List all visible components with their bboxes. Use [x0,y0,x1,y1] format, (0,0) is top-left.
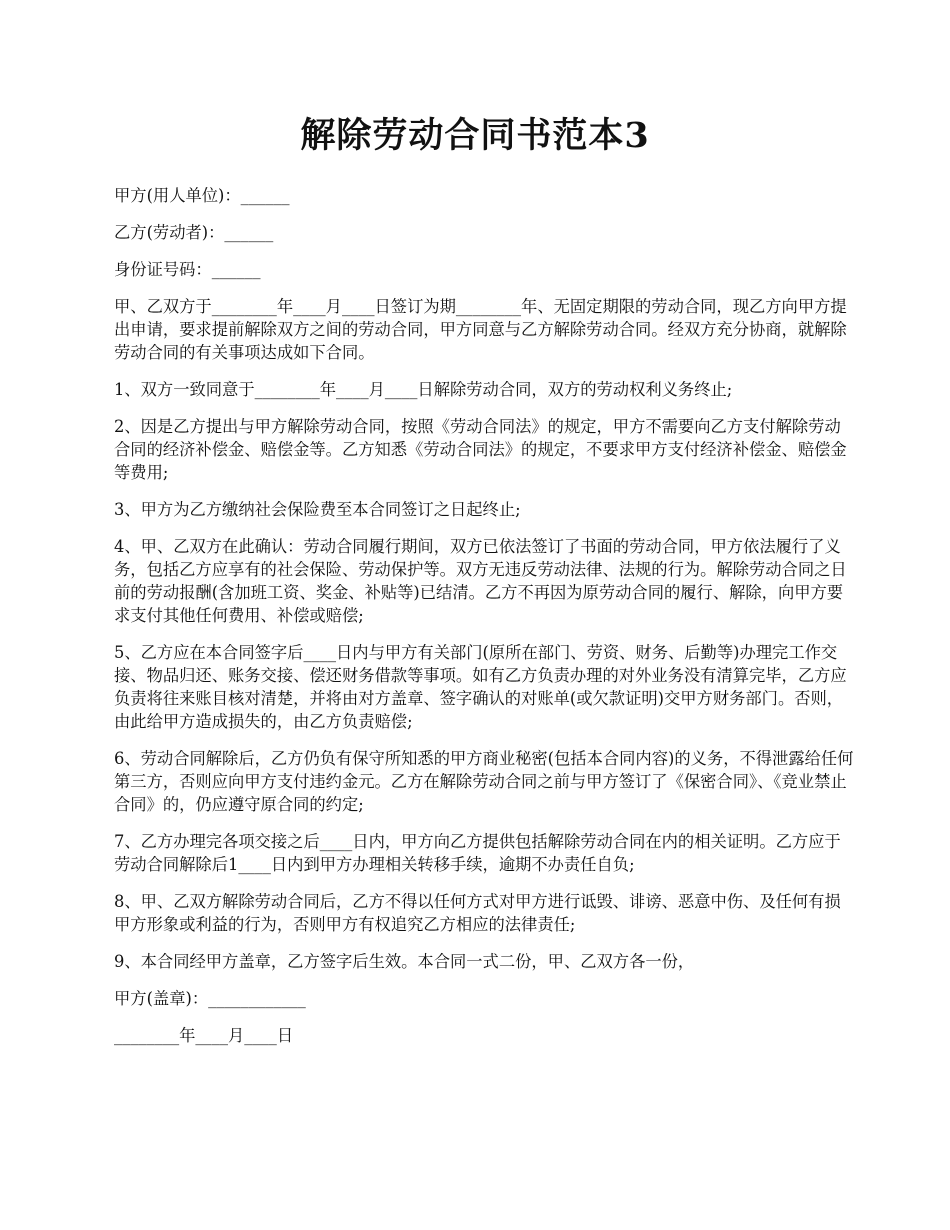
clause-1: 1、双方一致同意于________年____月____日解除劳动合同，双方的劳动权利义务终止; [114,380,733,399]
clause-6: 6、劳动合同解除后，乙方仍负有保守所知悉的甲方商业秘密(包括本合同内容)的义务，不得泄露给任何第三方，否则应向甲方支付违约金元。乙方在解除劳动合同之前与甲方签订了《保密合同》、《竞业禁止合同》的，仍应遵守原合同的约定; [114,749,854,814]
clause-2: 2、因是乙方提出与甲方解除劳动合同，按照《劳动合同法》的规定，甲方不需要向乙方支付解除劳动合同的经济补偿金、赔偿金等。乙方知悉《劳动合同法》的规定，不要求甲方支付经济补偿金、赔偿金等费用; [114,417,847,482]
clause-5: 5、乙方应在本合同签字后____日内与甲方有关部门(原所在部门、劳资、财务、后勤等)办理完工作交接、物品归还、账务交接、偿还财务借款等事项。如有乙方负责办理的对外业务没有清算完毕，乙方应负责将往来账目核对清楚，并将由对方盖章、签字确认的对账单(或欠款证明)交甲方财务部门。否则，由此给甲方造成损失的，由乙方负责赔偿; [114,643,847,731]
party-a-line: 甲方(用人单位)：______ [114,186,290,205]
clause-4: 4、甲、乙双方在此确认：劳动合同履行期间，双方已依法签订了书面的劳动合同，甲方依法履行了义务，包括乙方应享有的社会保险、劳动保护等。双方无违反劳动法律、法规的行为。解除劳动合同之日前的劳动报酬(含加班工资、奖金、补贴等)已结清。乙方不再因为原劳动合同的履行、解除，向甲方要求支付其他任何费用、补偿或赔偿; [114,537,847,625]
seal-line: 甲方(盖章)：____________ [114,989,306,1008]
id-number-line: 身份证号码：______ [114,260,261,279]
intro-paragraph: 甲、乙双方于________年____月____日签订为期________年、无固定期限的劳动合同，现乙方向甲方提出申请，要求提前解除双方之间的劳动合同，甲方同意与乙方解除劳动合同。经双方充分协商，就解除劳动合同的有关事项达成如下合同。 [114,297,847,362]
clause-7: 7、乙方办理完各项交接之后____日内，甲方向乙方提供包括解除劳动合同在内的相关证明。乙方应于劳动合同解除后1____日内到甲方办理相关转移手续，逾期不办责任自负; [114,832,841,874]
clause-3: 3、甲方为乙方缴纳社会保险费至本合同签订之日起终止; [114,500,521,519]
party-b-line: 乙方(劳动者)：______ [114,223,274,242]
document-title: 解除劳动合同书范本3 [300,115,650,156]
date-line: ________年____月____日 [114,1026,294,1045]
clause-9: 9、本合同经甲方盖章，乙方签字后生效。本合同一式二份，甲、乙双方各一份， [114,952,695,971]
document-body [114,184,854,1061]
clause-8: 8、甲、乙双方解除劳动合同后，乙方不得以任何方式对甲方进行诋毁、诽谤、恶意中伤、及任何有损甲方形象或利益的行为，否则甲方有权追究乙方相应的法律责任; [114,892,841,934]
